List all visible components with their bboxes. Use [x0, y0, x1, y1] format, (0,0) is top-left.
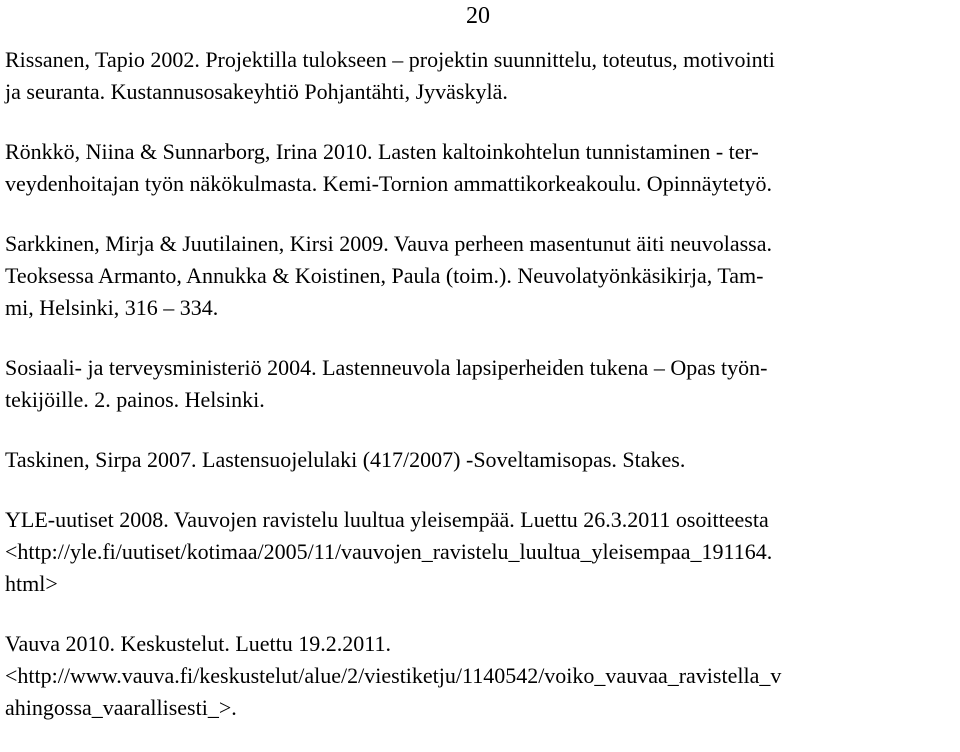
reference-line: YLE-uutiset 2008. Vauvojen ravistelu luultua yleisempää. Luettu 26.3.2011 osoitteesta: [5, 507, 769, 532]
reference-entry: [5, 228, 953, 324]
reference-link[interactable]: html>: [5, 571, 58, 596]
reference-list: [5, 44, 953, 752]
reference-line: veydenhoitajan työn näkökulmasta. Kemi-Tornion ammattikorkeakoulu. Opinnäytetyö.: [5, 171, 773, 196]
reference-line: ja seuranta. Kustannusosakeyhtiö Pohjantähti, Jyväskylä.: [5, 79, 508, 104]
reference-line: Teoksessa Armanto, Annukka & Koistinen, Paula (toim.). Neuvolatyönkäsikirja, Tam-: [5, 263, 764, 288]
reference-line: Taskinen, Sirpa 2007. Lastensuojelulaki (417/2007) -Soveltamisopas. Stakes.: [5, 447, 686, 472]
reference-line: Rissanen, Tapio 2002. Projektilla tulokseen – projektin suunnittelu, toteutus, motivointi: [5, 47, 775, 72]
reference-line: Sarkkinen, Mirja & Juutilainen, Kirsi 2009. Vauva perheen masentunut äiti neuvolassa.: [5, 231, 772, 256]
reference-link[interactable]: <http://yle.fi/uutiset/kotimaa/2005/11/vauvojen_ravistelu_luultua_yleisempaa_191164.: [5, 539, 773, 564]
reference-line: Sosiaali- ja terveysministeriö 2004. Lastenneuvola lapsiperheiden tukena – Opas työn-: [5, 355, 768, 380]
reference-line: Rönkkö, Niina & Sunnarborg, Irina 2010. Lasten kaltoinkohtelun tunnistaminen - ter-: [5, 139, 759, 164]
reference-line: Vauva 2010. Keskustelut. Luettu 19.2.2011.: [5, 631, 391, 656]
reference-link[interactable]: ahingossa_vaarallisesti_>.: [5, 695, 237, 720]
reference-entry: [5, 352, 953, 416]
reference-entry: [5, 44, 953, 108]
reference-entry: [5, 504, 953, 600]
page-number: 20: [466, 3, 490, 29]
reference-line: tekijöille. 2. painos. Helsinki.: [5, 387, 265, 412]
reference-entry: [5, 136, 953, 200]
reference-entry: [5, 444, 953, 476]
reference-entry: [5, 628, 953, 724]
reference-link[interactable]: <http://www.vauva.fi/keskustelut/alue/2/viestiketju/1140542/voiko_vauvaa_ravistella_v: [5, 663, 782, 688]
reference-line: mi, Helsinki, 316 – 334.: [5, 295, 219, 320]
